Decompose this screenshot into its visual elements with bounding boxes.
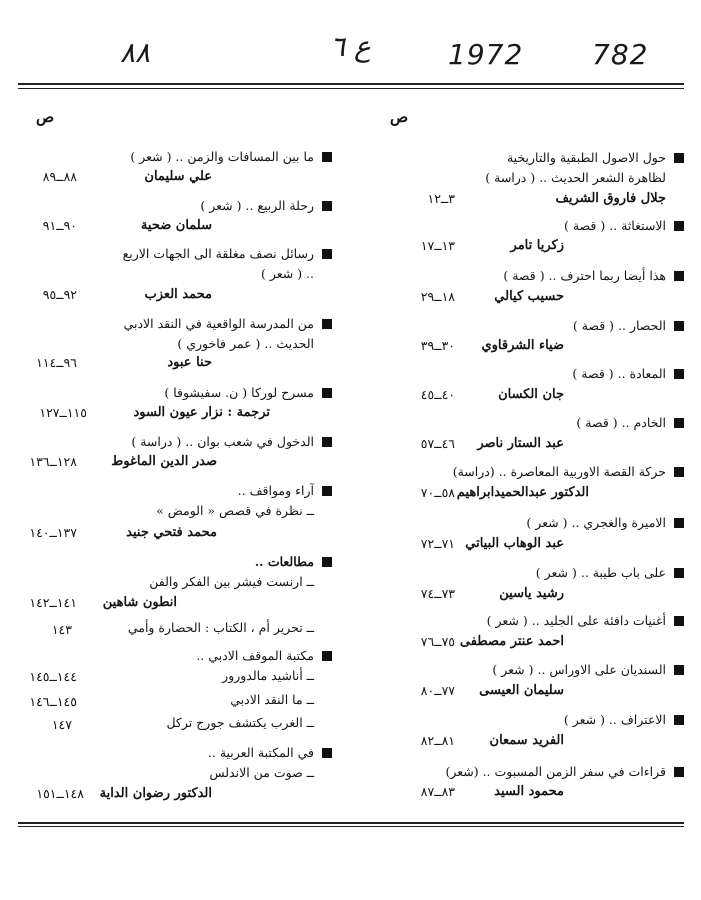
entry-title: في المكتبة العربية .. — [207, 745, 314, 760]
handwritten-number: 782 — [592, 38, 649, 71]
entry-author: جان الكسان — [498, 387, 564, 402]
handwritten-issue: ع ٦ — [330, 30, 371, 63]
bullet-square-icon — [322, 388, 332, 398]
toc-entry — [14, 690, 332, 710]
entry-title-continued: ــ صوت من الاندلس — [209, 765, 314, 780]
bullet-square-icon — [322, 748, 332, 758]
entry-author: عبد الستار ناصر — [477, 436, 564, 451]
bullet-square-icon — [322, 651, 332, 661]
entry-title: رسائل نصف مغلقة الى الجهات الاربع — [122, 246, 314, 261]
entry-pages: ١٤٧ — [51, 717, 72, 732]
toc-entry — [399, 710, 684, 748]
entry-title: الخادم .. ( قصة ) — [576, 415, 666, 430]
entry-title-continued: .. ( شعر ) — [260, 266, 314, 281]
toc-entry — [14, 481, 332, 540]
bullet-square-icon — [674, 715, 684, 725]
toc-entry — [399, 762, 684, 799]
toc-entry — [399, 563, 684, 601]
bullet-square-icon — [322, 201, 332, 211]
right-column-header: ص — [390, 108, 409, 126]
toc-entry — [14, 314, 332, 370]
entry-pages: ١٤١ــ١٤٢ — [29, 595, 77, 610]
entry-pages: ١٢٨ــ١٣٦ — [29, 454, 77, 469]
bullet-square-icon — [322, 437, 332, 447]
entry-title: مكتبة الموقف الادبي .. — [196, 648, 314, 663]
bullet-square-icon — [674, 321, 684, 331]
toc-entry — [14, 383, 332, 420]
entry-pages: ١٤٨ــ١٥١ — [36, 786, 84, 801]
header-rule-top — [18, 83, 684, 85]
entry-pages: ٧٥ــ٧٦ — [420, 634, 455, 649]
entry-pages: ٩٦ــ١١٤ — [36, 355, 77, 370]
entry-title-continued: ــ أناشيد مالدورور — [222, 668, 314, 683]
entry-title: رحلة الربيع .. ( شعر ) — [200, 198, 314, 213]
entry-author: ترجمة : نزار عيون السود — [133, 405, 270, 420]
entry-title: مسرح لوركا ( ن. سفيشوفا ) — [164, 385, 314, 400]
entry-title: أغنيات دافئة على الجليد .. ( شعر ) — [486, 613, 666, 628]
bullet-square-icon — [322, 319, 332, 329]
toc-entry — [14, 743, 332, 801]
entry-pages: ٧١ــ٧٢ — [420, 536, 455, 551]
entry-author: حنا عبود — [167, 355, 212, 370]
entry-pages: ٧٧ــ٨٠ — [420, 683, 455, 698]
bullet-square-icon — [674, 568, 684, 578]
entry-pages: ١٤٤ــ١٤٥ — [29, 669, 77, 684]
entry-title-continued: ــ نظرة في قصص « الومض » — [156, 503, 314, 518]
entry-title-continued: ــ ارنست فيشر بين الفكر والفن — [149, 574, 314, 589]
bullet-square-icon — [674, 665, 684, 675]
entry-pages: ٩٢ــ٩٥ — [42, 287, 77, 302]
entry-title: الحصار .. ( قصة ) — [572, 318, 666, 333]
bullet-square-icon — [674, 271, 684, 281]
bullet-square-icon — [674, 221, 684, 231]
entry-title: هذا أيضا ربما احترف .. ( قصة ) — [503, 268, 666, 283]
entry-title: ما بين المسافات والزمن .. ( شعر ) — [130, 149, 314, 164]
entry-pages: ٣ــ١٢ — [427, 191, 455, 206]
entry-pages: ١٤٥ــ١٤٦ — [29, 694, 77, 709]
entry-title: قراءات في سفر الزمن المسبوت .. (شعر) — [445, 764, 666, 779]
entry-pages: ٧٣ــ٧٤ — [420, 586, 455, 601]
toc-entry — [399, 266, 684, 304]
toc-entry — [399, 316, 684, 353]
entry-author: الدكتور رضوان الداية — [99, 786, 212, 801]
toc-entry — [399, 611, 684, 649]
bullet-square-icon — [674, 616, 684, 626]
toc-entry — [399, 660, 684, 698]
toc-entry — [14, 713, 332, 733]
entry-pages: ١٣٧ــ١٤٠ — [29, 525, 77, 540]
entry-title: حول الاصول الطبقية والتاريخية — [506, 150, 666, 165]
entry-author: انطون شاهين — [102, 595, 177, 610]
toc-entry — [14, 618, 332, 638]
entry-author: محمد العزب — [144, 287, 212, 302]
entry-author: ضياء الشرقاوي — [481, 338, 564, 353]
entry-author: الفريد سمعان — [489, 733, 564, 748]
entry-pages: ٤٠ــ٤٥ — [420, 387, 455, 402]
toc-entry — [399, 364, 684, 402]
entry-title: ــ الغرب يكتشف جورج تركل — [166, 715, 314, 730]
entry-author: زكريا تامر — [510, 238, 564, 253]
toc-entry — [399, 148, 684, 206]
left-column-header: ص — [36, 108, 55, 126]
entry-title: من المدرسة الواقعية في النقد الادبي — [123, 316, 314, 331]
bottom-rule — [18, 822, 684, 824]
entry-title: ــ ما النقد الادبي — [230, 692, 314, 707]
entry-pages: ٩٠ــ٩١ — [42, 218, 77, 233]
entry-title: حركة القصة الاوربية المعاصرة .. (دراسة) — [452, 464, 666, 479]
toc-entry — [399, 462, 684, 500]
toc-entry — [399, 413, 684, 451]
toc-entry — [14, 646, 332, 686]
bullet-square-icon — [674, 767, 684, 777]
bullet-square-icon — [322, 249, 332, 259]
entry-pages: ١٤٣ — [51, 622, 72, 637]
entry-author: محمد فتحي جنيد — [126, 525, 217, 540]
handwritten-year: 1972 — [448, 38, 524, 71]
entry-title: المعادة .. ( قصة ) — [572, 366, 666, 381]
entry-title-continued: لظاهرة الشعر الحديث .. ( دراسة ) — [485, 170, 666, 185]
entry-author: عبد الوهاب البياتي — [465, 536, 564, 551]
entry-title: على باب طيبة .. ( شعر ) — [535, 565, 666, 580]
toc-entry — [14, 147, 332, 184]
entry-title: آراء ومواقف .. — [237, 483, 314, 498]
entry-title: الاميرة والغجري .. ( شعر ) — [526, 515, 666, 530]
toc-entry — [14, 552, 332, 610]
entry-title: الاستغاثة .. ( قصة ) — [564, 218, 666, 233]
entry-author: سلمان ضحية — [140, 218, 212, 233]
entry-pages: ٨٨ــ٨٩ — [42, 169, 77, 184]
entry-author: رشيد ياسين — [499, 586, 564, 601]
entry-title-continued: الحديث .. ( عمر فاخوري ) — [177, 336, 314, 351]
entry-pages: ١٨ــ٢٩ — [420, 289, 455, 304]
bullet-square-icon — [674, 369, 684, 379]
header-rule-bottom — [18, 88, 684, 89]
entry-author: جلال فاروق الشريف — [555, 191, 666, 206]
entry-pages: ٨٣ــ٨٧ — [420, 784, 455, 799]
entry-pages: ١٣ــ١٧ — [420, 238, 455, 253]
entry-author: صدر الدين الماغوط — [111, 454, 217, 469]
bullet-square-icon — [674, 153, 684, 163]
toc-entry — [14, 196, 332, 233]
bottom-rule-thin — [18, 826, 684, 827]
entry-author: محمود السيد — [494, 784, 564, 799]
entry-author: احمد عنتر مصطفى — [459, 634, 564, 649]
toc-entry — [14, 244, 332, 302]
toc-entry — [14, 432, 332, 469]
bullet-square-icon — [322, 557, 332, 567]
bullet-square-icon — [674, 418, 684, 428]
entry-title: ــ تحرير أم ، الكتاب : الحضارة وأمي — [127, 620, 314, 635]
entry-title: الدخول في شعب بوان .. ( دراسة ) — [131, 434, 314, 449]
toc-entry — [399, 216, 684, 253]
entry-pages: ٥٨ــ٧٠ — [420, 485, 455, 500]
bullet-square-icon — [674, 467, 684, 477]
entry-author: الدكتور عبدالحميدابراهيم — [456, 485, 589, 500]
bullet-square-icon — [322, 152, 332, 162]
handwritten-month: ٨٨ — [120, 36, 151, 69]
entry-author: حسيب كيالي — [494, 289, 564, 304]
bullet-square-icon — [674, 518, 684, 528]
entry-pages: ٨١ــ٨٢ — [420, 733, 455, 748]
bullet-square-icon — [322, 486, 332, 496]
entry-pages: ٤٦ــ٥٧ — [420, 436, 455, 451]
entry-pages: ١١٥ــ١٢٧ — [39, 405, 87, 420]
toc-entry — [399, 513, 684, 551]
entry-title: مطالعات .. — [254, 554, 314, 569]
entry-title: السنديان على الاوراس .. ( شعر ) — [492, 662, 666, 677]
entry-author: علي سليمان — [144, 169, 212, 184]
entry-author: سليمان العيسى — [479, 683, 564, 698]
entry-pages: ٣٠ــ٣٩ — [420, 338, 455, 353]
entry-title: الاعتراف .. ( شعر ) — [563, 712, 666, 727]
